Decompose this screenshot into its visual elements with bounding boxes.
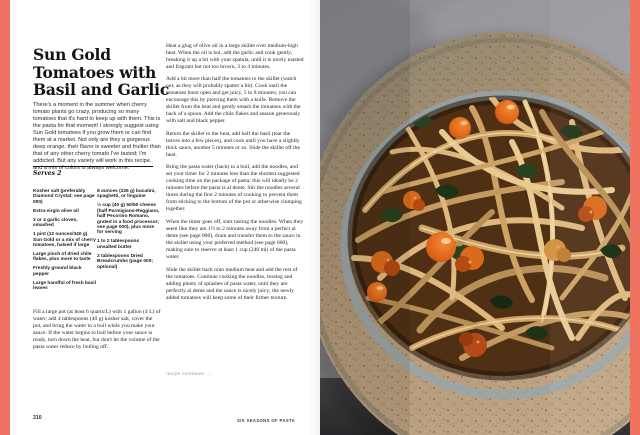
ingredient-item: 1 to 2 tablespoons unsalted butter xyxy=(97,239,140,250)
right-accent-stripe xyxy=(630,0,640,435)
left-accent-stripe xyxy=(0,0,10,435)
page-number: 310 xyxy=(33,415,42,421)
pasta-water-note: Fill a large pot (at least 6 quarts/L) with 1 gallon (4 L) of water; add 4 tablespoons (40 g) kosher salt, cover the pot, and bring the water to a boil while you make your sauce. If the water begins to boil before your sauce is ready, turn down the heat, but don't let the volume of the pasta water reduce by boiling off. xyxy=(33,308,161,350)
recipe-title-line: Tomatoes with xyxy=(33,62,157,82)
instruction-step: Bring the pasta water (back) to a boil, add the noodles, and set your timer for 2 minutes less than the shortest suggested cooking time on the package of pasta; this will ideally be 2 minutes before the pasta is al dente. Stir the noodles several times during the first 2 minutes of cooking to prevent them from sticking to the bottom of the pot or otherwise clumping together. xyxy=(166,164,302,213)
recipe-continues-note: recipe continues → xyxy=(166,371,211,376)
instructions-column xyxy=(166,37,304,307)
ingredient-item: ⅓ cup (40 g) 50/50 cheese (half Parmigiano-Reggiano, half Pecorino Romano, grated in a food processor; see page 000), plus more for serving xyxy=(97,203,160,236)
recipe-title-line: Sun Gold xyxy=(33,45,111,65)
ingredient-item: 8 ounces (226 g) bucatini, spaghetti, or linguine xyxy=(97,189,156,200)
instruction-step: Slide the skillet back onto medium heat and add the rest of the tomatoes. Continue cooking the noodles, tossing and adding plenty of splashes of pasta water, until they are perfectly al dente and the sauce is nicely juicy; the newly added tomatoes will keep some of their firmer texture. xyxy=(166,266,298,301)
ingredient-item: Freshly ground black pepper xyxy=(33,266,82,277)
instruction-step: Add a bit more than half the tomatoes to the skillet (watch out, as they will probably spatter a bit). Cook until the tomatoes burst open and get juicy, 5 to 8 minutes; you can encourage this by piercing them with a knife. Remove the skillet from the heat and gently smash the tomatoes with the back of a spoon. Add the chile flakes and season generously with salt and black pepper. xyxy=(166,76,301,125)
ingredients-column-1 xyxy=(33,189,96,295)
ingredient-item: 1 pint (12 ounces/340 g) Sun Gold or a mix of cherry tomatoes, halved if large xyxy=(33,232,96,249)
dish-photo xyxy=(320,0,640,435)
ingredients-column-2 xyxy=(97,189,160,274)
ingredient-item: Large handful of fresh basil leaves xyxy=(33,280,96,292)
page-fold-shadow xyxy=(308,0,320,435)
recipe-title-line: Basil and Garlic xyxy=(33,79,170,99)
ingredient-item: Kosher salt (preferably Diamond Crystal; see page 000) xyxy=(33,189,95,205)
ingredient-item: Extra-virgin olive oil xyxy=(33,208,79,214)
ingredient-item: Large pinch of dried chile flakes, plus more to taste xyxy=(33,252,92,263)
ingredient-item: 3 or 4 garlic cloves, smashed xyxy=(33,217,78,229)
instruction-step: Heat a glug of olive oil in a large skillet over medium-high heat. When the oil is hot, add the garlic and cook gently, breaking it up a bit with your spatula, until it is nicely toasted and fragrant but not too brown, 3 to 4 minutes. xyxy=(166,42,304,70)
book-title-footer: SIX SEASONS OF PASTA xyxy=(237,418,296,423)
ingredient-item: 2 tablespoons Dried Breadcrumbs (page 000; optional) xyxy=(97,253,153,270)
serves-label: Serves 2 xyxy=(33,166,153,177)
instruction-step: When the timer goes off, start tasting the noodles. When they seem like they are 1½ to 2 minutes away from a perfect al dente (see page 000), drain and transfer them to the sauce in the skillet using your preferred method (see page 000), making sure to reserve at least 1 cup (240 ml) of the pasta water. xyxy=(166,218,304,260)
recipe-intro: There's a moment in the summer when cherry tomato plants go crazy, producing so many tomatoes that it's hard to keep up with them. This is the pasta for that moment! I strongly suggest using Sun Gold tomatoes if you grow them or can find them at a market. Not only are they a gorgeous deep orange, their flavor is sweeter and fruitier than that of any other cherry tomato I've tasted; I'm addicted. But any variety will work in this recipe, and a mix of colors is always welcome. xyxy=(33,101,161,171)
instruction-step: Return the skillet to the heat, add half the basil (tear the leaves into a few pieces), and cook until you have a slightly thick sauce, another 5 minutes or so. Slide the skillet off the heat. xyxy=(166,130,300,158)
